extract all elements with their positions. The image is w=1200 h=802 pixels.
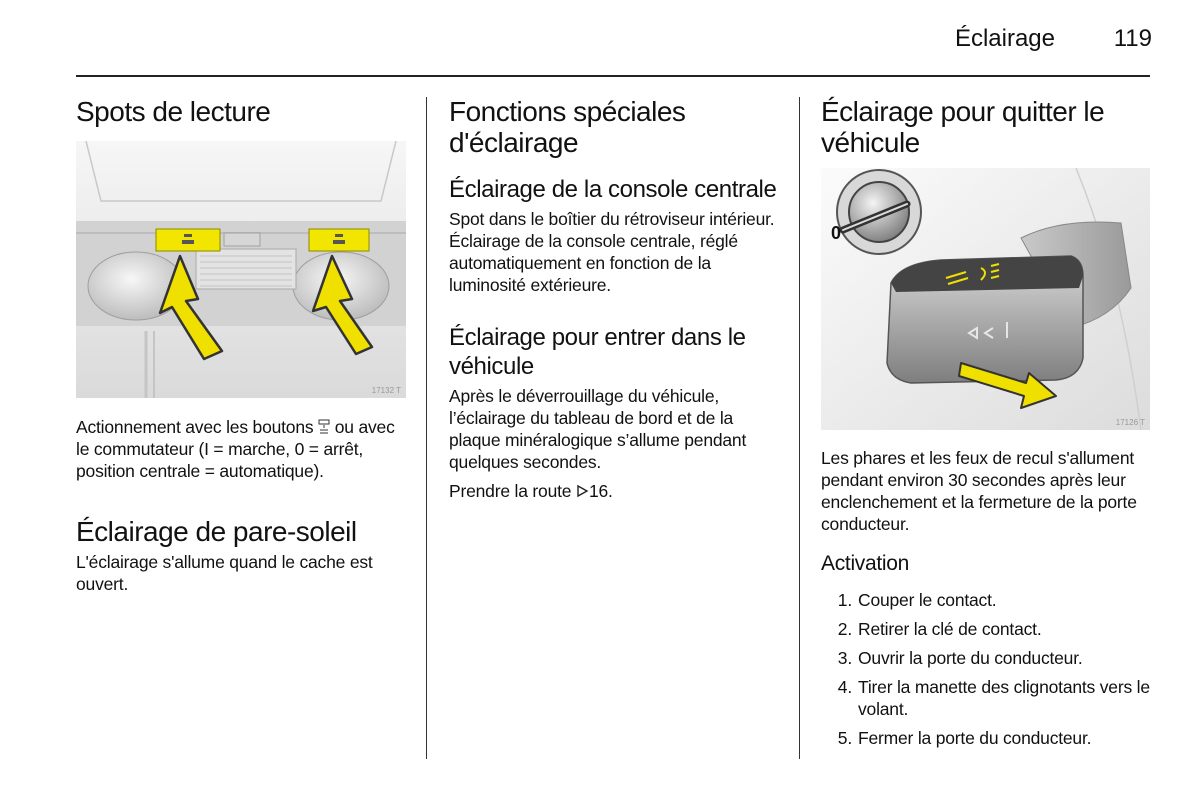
list-item: 3. Ouvrir la porte du conducteur.: [837, 648, 1083, 668]
figure-leaving-lights: [821, 168, 1150, 430]
subheading-console-centrale: Éclairage de la console centrale: [449, 176, 777, 203]
list-item: 5. Fermer la porte du conducteur.: [837, 728, 1092, 748]
figure-code: 17132 T: [371, 386, 401, 395]
list-item: 1. Couper le contact.: [837, 590, 997, 610]
reading-light-icon: [318, 419, 330, 435]
subheading-entrer-vehicule: Éclairage pour entrer dans le véhicule: [449, 324, 746, 380]
list-item: 2. Retirer la clé de contact.: [837, 619, 1042, 639]
turn-signal-lever-illustration: [821, 168, 1150, 430]
column-divider: [426, 97, 427, 759]
paragraph-quitter-vehicule: Les phares et les feux de recul s'allument pendant environ 30 secondes après leur enclenchement et la fermeture de la porte conducteur.: [821, 448, 1137, 534]
arrow-right-icon[interactable]: [576, 484, 589, 498]
heading-fonctions-speciales: Fonctions spéciales d'éclairage: [449, 96, 686, 158]
figure-label-0: 0: [831, 223, 842, 243]
list-item: 4. Tirer la manette des clignotants vers le volant.: [837, 677, 1150, 719]
paragraph-prendre-la-route: Prendre la route 16.: [449, 481, 613, 501]
column-divider: [799, 97, 800, 759]
section-title: Éclairage: [954, 25, 1055, 52]
paragraph-reading-lights: Actionnement avec les boutons ou avec le commutateur (I = marche, 0 = arrêt, position centrale = automatique).: [76, 417, 395, 481]
paragraph-pare-soleil: L'éclairage s'allume quand le cache est ouvert.: [76, 552, 373, 594]
column-3: [821, 96, 1151, 756]
column-2: [449, 96, 781, 502]
page-number: 119: [1113, 25, 1152, 52]
activation-steps: [821, 589, 1151, 749]
heading-quitter-vehicule: Éclairage pour quitter le véhicule: [821, 96, 1105, 158]
paragraph-console-centrale: Spot dans le boîtier du rétroviseur intérieur. Éclairage de la console centrale, réglé automatiquement en fonction de la luminosité extérieure.: [449, 209, 775, 295]
paragraph-entrer-vehicule: Après le déverrouillage du véhicule, l’éclairage du tableau de bord et de la plaque minéralogique s’allume pendant quelques secondes.: [449, 386, 747, 472]
column-1: [76, 96, 406, 595]
figure-code: 17126 T: [1115, 418, 1145, 427]
header-rule: [76, 75, 1150, 77]
reading-lights-illustration: [76, 141, 406, 398]
heading-pare-soleil: Éclairage de pare-soleil: [76, 516, 357, 547]
heading-spots-de-lecture: Spots de lecture: [76, 96, 271, 127]
page-reference[interactable]: 16.: [588, 481, 613, 501]
subheading-activation: Activation: [821, 552, 910, 575]
figure-reading-lights: [76, 141, 406, 398]
